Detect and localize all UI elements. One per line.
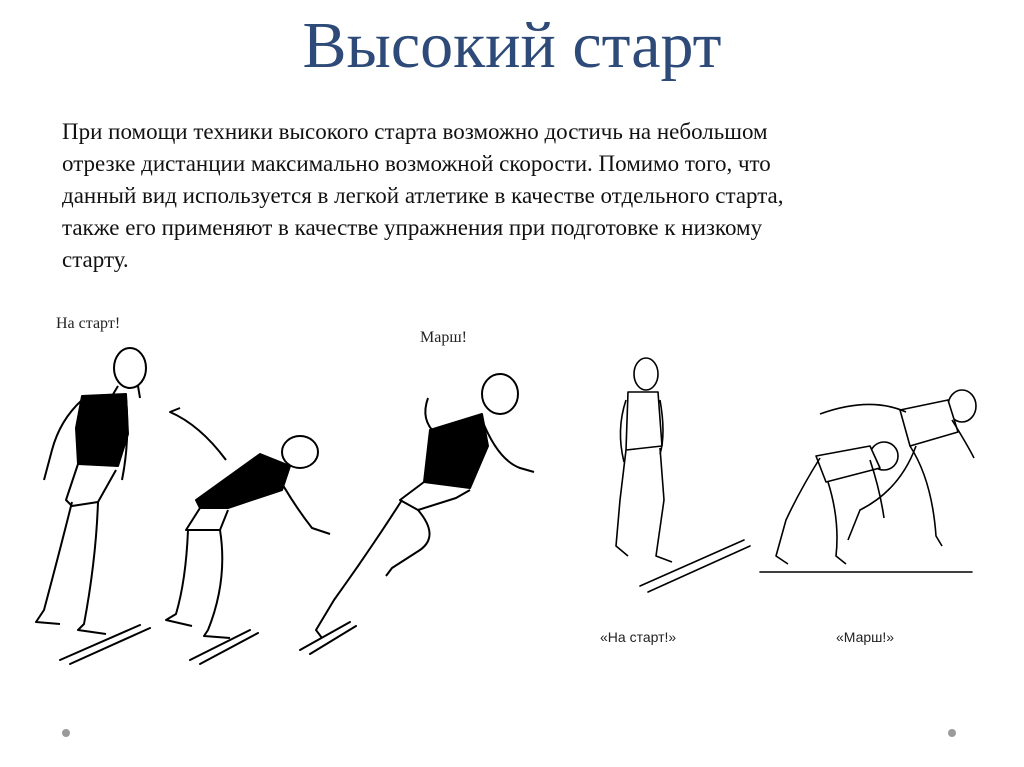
paragraph-line: данный вид используется в легкой атлетике в качестве отдельного старта, bbox=[62, 183, 784, 208]
runner-leaning bbox=[166, 408, 330, 638]
slide-title: Высокий старт bbox=[302, 9, 722, 82]
high-start-sequence-illustration bbox=[0, 330, 560, 670]
slide-corner-dot bbox=[62, 729, 70, 737]
caption-na-start-quoted: «На старт!» bbox=[600, 629, 677, 645]
runner-driving bbox=[316, 374, 534, 638]
caption-na-start: На старт! bbox=[56, 315, 121, 332]
figure-na-start bbox=[616, 358, 672, 562]
caption-marsh: Марш! bbox=[420, 329, 467, 346]
slide-paragraph bbox=[62, 116, 982, 276]
slide-corner-dot bbox=[948, 729, 956, 737]
paragraph-line: также его применяют в качестве упражнения при подготовке к низкому bbox=[62, 215, 763, 240]
figure-marsh-lower bbox=[776, 442, 898, 564]
start-positions-illustration bbox=[580, 350, 1000, 610]
paragraph-line: При помощи техники высокого старта возможно достичь на небольшом bbox=[62, 119, 768, 144]
paragraph-line: старту. bbox=[62, 247, 129, 272]
caption-marsh-quoted: «Марш!» bbox=[836, 629, 895, 645]
paragraph-line: отрезке дистанции максимально возможной скорости. Помимо того, что bbox=[62, 151, 771, 176]
runner-standing bbox=[36, 348, 146, 634]
